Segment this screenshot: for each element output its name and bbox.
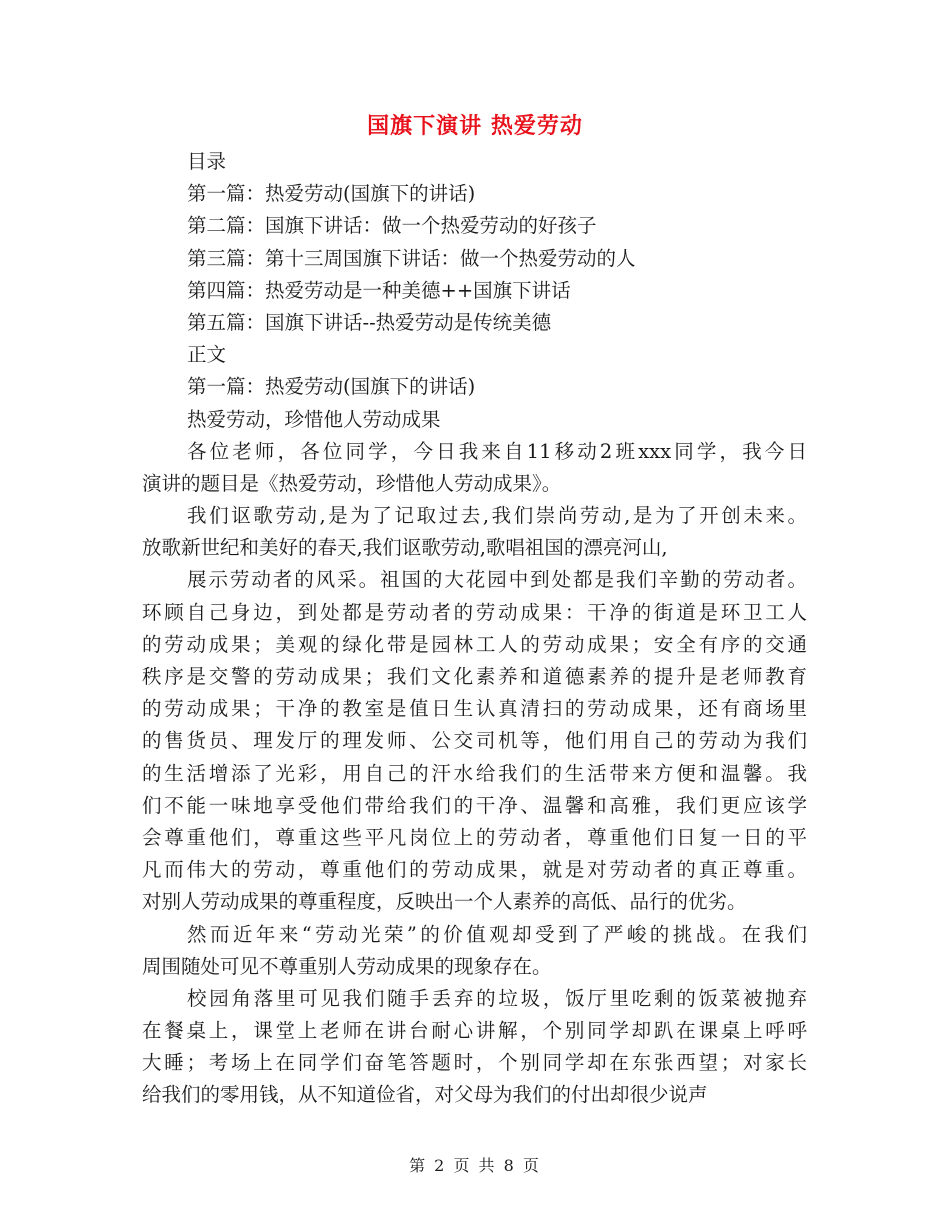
text-line: 周围随处可见不尊重别人劳动成果的现象存在。 (142, 954, 552, 978)
text-line: 第四篇：热爱劳动是一种美德++国旗下讲话 (187, 278, 571, 302)
text-line: 第一篇：热爱劳动(国旗下的讲话) (187, 375, 476, 399)
text-line: 第二篇：国旗下讲话：做一个热爱劳动的好孩子 (187, 214, 597, 238)
text-line: 校园角落里可见我们随手丢弃的垃圾，饭厅里吃剩的饭菜被抛弃 (187, 986, 807, 1010)
text-line: 目录 (187, 150, 227, 173)
text-line: 的售货员、理发厅的理发师、公交司机等，他们用自己的劳动为我们 (142, 729, 807, 753)
text-line: 们不能一味地享受他们带给我们的干净、温馨和高雅，我们更应该学 (142, 793, 807, 817)
text-line: 在餐桌上，课堂上老师在讲台耐心讲解，个别同学却趴在课桌上呼呼 (142, 1019, 807, 1043)
text-line: 第一篇：热爱劳动(国旗下的讲话) (187, 182, 476, 206)
text-line: 的劳动成果；干净的教室是值日生认真清扫的劳动成果，还有商场里 (142, 697, 807, 721)
text-line: 环顾自己身边，到处都是劳动者的劳动成果：干净的街道是环卫工人 (142, 600, 807, 624)
text-line: 秩序是交警的劳动成果；我们文化素养和道德素养的提升是老师教育 (142, 665, 807, 688)
text-line: 的劳动成果；美观的绿化带是园林工人的劳动成果；安全有序的交通 (142, 632, 807, 656)
text-line: 凡而伟大的劳动，尊重他们的劳动成果，就是对劳动者的真正尊重。 (142, 858, 807, 882)
text-line: 会尊重他们，尊重这些平凡岗位上的劳动者，尊重他们日复一日的平 (142, 825, 807, 849)
text-line: 正文 (187, 343, 227, 367)
document-title: 国旗下演讲 热爱劳动 (367, 114, 583, 139)
text-line: 演讲的题目是《热爱劳动，珍惜他人劳动成果》。 (142, 471, 562, 495)
text-line: 第五篇：国旗下讲话--热爱劳动是传统美德 (187, 310, 552, 334)
text-line: 热爱劳动，珍惜他人劳动成果 (187, 407, 441, 431)
text-line: 放歌新世纪和美好的春天,我们讴歌劳动,歌唱祖国的漂亮河山, (142, 536, 668, 560)
text-line: 第三篇：第十三周国旗下讲话：做一个热爱劳动的人 (187, 246, 636, 270)
text-line: 对别人劳动成果的尊重程度，反映出一个人素养的高低、品行的优劣。 (142, 890, 747, 914)
text-line: 给我们的零用钱，从不知道俭省，对父母为我们的付出却很少说声 (142, 1083, 708, 1107)
text-line: 展示劳动者的风采。祖国的大花园中到处都是我们辛勤的劳动者。 (187, 568, 807, 592)
text-line: 我们讴歌劳动,是为了记取过去,我们崇尚劳动,是为了开创未来。 (187, 504, 807, 528)
text-line: 各位老师，各位同学，今日我来自11移动2班xxx同学，我今日 (187, 439, 807, 463)
text-line: 然而近年来“劳动光荣”的价值观却受到了严峻的挑战。在我们 (187, 922, 807, 946)
page-footer: 第 2 页 共 8 页 (409, 1156, 541, 1175)
text-line: 大睡；考场上在同学们奋笔答题时，个别同学却在东张西望；对家长 (142, 1051, 807, 1075)
text-line: 的生活增添了光彩，用自己的汗水给我们的生活带来方便和温馨。我 (142, 761, 807, 785)
document-body (142, 146, 807, 1112)
